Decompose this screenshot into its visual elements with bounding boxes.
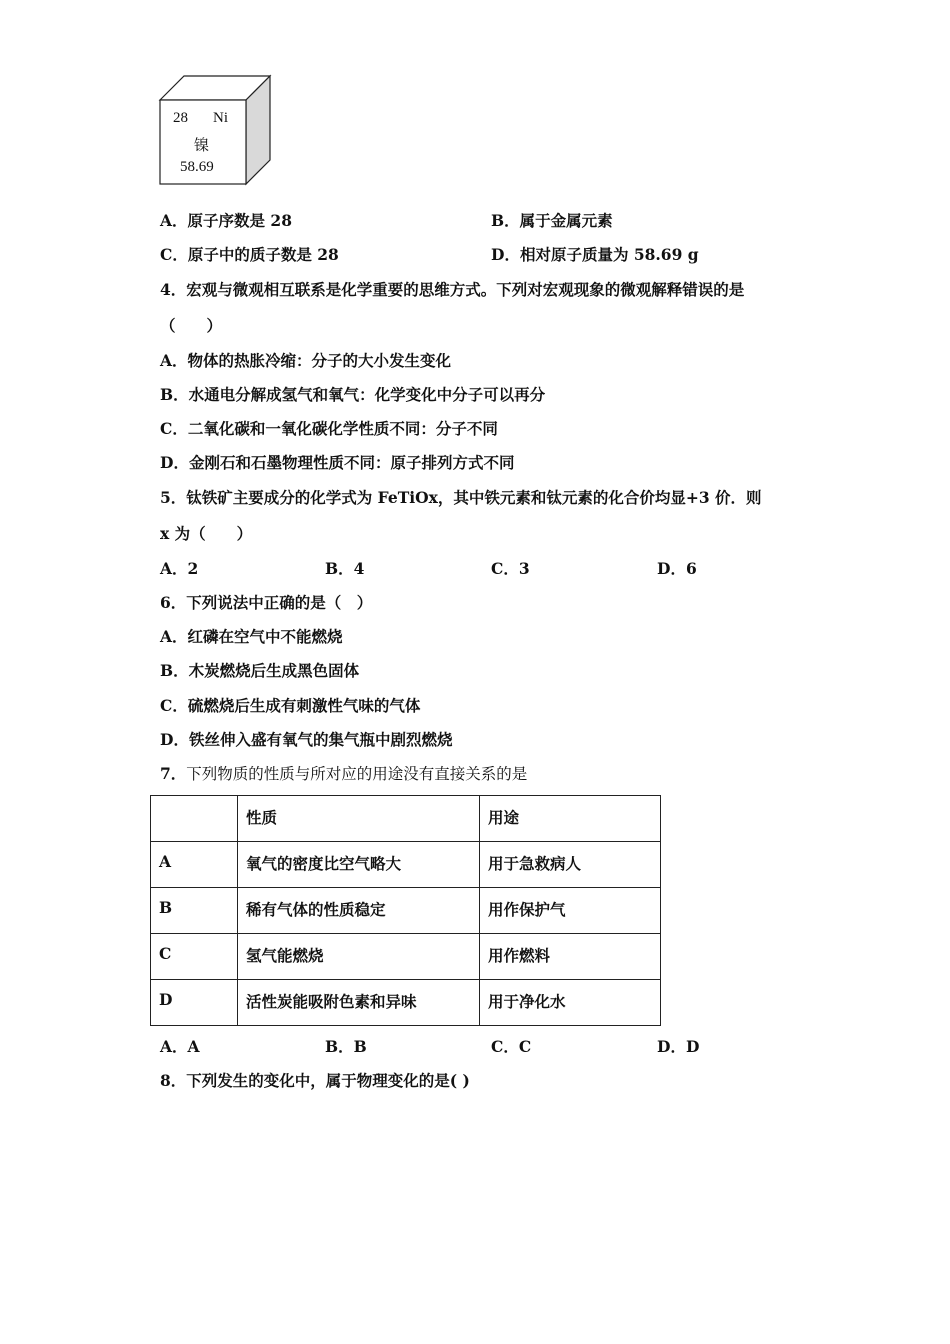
table-cell: B (151, 888, 238, 934)
table-cell: 用于急救病人 (480, 842, 661, 888)
q7-number: 7． (160, 764, 187, 783)
q5-option-b: B．4 (325, 559, 365, 578)
q5-option-c: C．3 (491, 559, 530, 578)
q6-option-b: B．木炭燃烧后生成黑色固体 (160, 661, 360, 680)
q6-option-d: D．铁丝伸入盛有氧气的集气瓶中剧烈燃烧 (160, 730, 453, 749)
q6-option-a: A．红磷在空气中不能燃烧 (160, 627, 343, 646)
q5-stem-continued: x 为（ ） (160, 524, 253, 543)
q7-stem-line (160, 764, 527, 784)
table-cell: 氢气能燃烧 (238, 934, 480, 980)
table-header-cell: 用途 (480, 796, 661, 842)
table-cell: 用作燃料 (480, 934, 661, 980)
q7-stem: 下列物质的性质与所对应的用途没有直接关系的是 (186, 765, 528, 783)
q5-stem: 5．钛铁矿主要成分的化学式为 FeTiOx，其中铁元素和钛元素的化合价均显+3 价．则 (160, 488, 762, 507)
atomic-number: 28 (173, 110, 188, 126)
element-tile (158, 74, 272, 186)
q7-table (150, 795, 661, 1026)
table-row (151, 980, 661, 1026)
table-row (151, 888, 661, 934)
q4-paren: （ ） (160, 316, 223, 335)
q6-option-c: C．硫燃烧后生成有刺激性气味的气体 (160, 696, 421, 715)
q5-option-a: A．2 (160, 559, 199, 578)
q3-option-d: D．相对原子质量为 58.69 g (491, 245, 699, 264)
q4-option-d: D．金刚石和石墨物理性质不同：原子排列方式不同 (160, 453, 515, 472)
q3-option-a: A．原子序数是 28 (160, 211, 292, 230)
q4-option-c: C．二氧化碳和一氧化碳化学性质不同：分子不同 (160, 419, 498, 438)
q7-option-c: C．C (491, 1037, 532, 1056)
table-header-cell (151, 796, 238, 842)
q4-stem: 4．宏观与微观相互联系是化学重要的思维方式。下列对宏观现象的微观解释错误的是 (160, 280, 745, 299)
table-cell: A (151, 842, 238, 888)
element-name: 镍 (194, 136, 210, 154)
q7-option-a: A．A (160, 1037, 200, 1056)
q3-option-b: B．属于金属元素 (491, 211, 613, 230)
q7-option-d: D．D (657, 1037, 700, 1056)
table-cell: 用于净化水 (480, 980, 661, 1026)
table-cell: D (151, 980, 238, 1026)
q7-option-b: B．B (325, 1037, 367, 1056)
element-tile-frame (158, 74, 272, 186)
table-header-cell: 性质 (238, 796, 480, 842)
q8-stem: 8．下列发生的变化中，属于物理变化的是( ) (160, 1071, 470, 1090)
q5-option-d: D．6 (657, 559, 697, 578)
table-cell: C (151, 934, 238, 980)
q3-option-c: C．原子中的质子数是 28 (160, 245, 339, 264)
q4-option-b: B．水通电分解成氢气和氧气：化学变化中分子可以再分 (160, 385, 546, 404)
table-row (151, 934, 661, 980)
table-header-row (151, 796, 661, 842)
table-cell: 稀有气体的性质稳定 (238, 888, 480, 934)
table-cell: 活性炭能吸附色素和异味 (238, 980, 480, 1026)
element-symbol: Ni (213, 110, 228, 126)
table-cell: 氧气的密度比空气略大 (238, 842, 480, 888)
q6-stem: 6．下列说法中正确的是（ ） (160, 593, 373, 612)
table-row (151, 842, 661, 888)
table-cell: 用作保护气 (480, 888, 661, 934)
q4-option-a: A．物体的热胀冷缩：分子的大小发生变化 (160, 351, 452, 370)
atomic-mass: 58.69 (180, 159, 214, 175)
